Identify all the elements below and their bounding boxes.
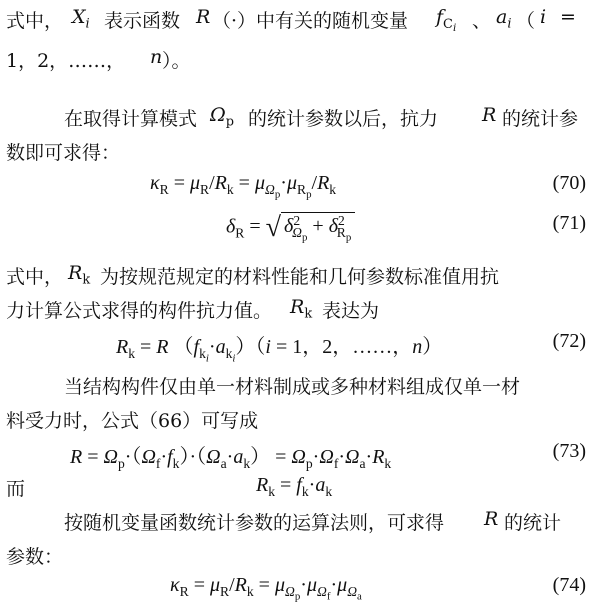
text-guifan: 为按规范规定的材料性能和几何参数标准值用抗 [100, 266, 500, 288]
text-fanfa: 按随机变量函数统计参数的运算法则，可求得 [64, 512, 445, 534]
text-shuji: 数即可求得： [6, 142, 121, 164]
text-tongji: 的统计参 [502, 108, 579, 130]
text-close: ）。 [162, 50, 191, 72]
text-biaoshi: 表示函数 [104, 10, 181, 32]
text-er: 而 [6, 478, 26, 500]
text-qude: 在取得计算模式 [64, 108, 198, 130]
equation-74: $\kappa_R = \mu_R/R_k = \mu_{\Omega_p}\cdot\mu_{\Omega_f}\cdot\mu_{\Omega_a}$ [170, 574, 362, 602]
symbol-r2: R [482, 104, 497, 126]
symbol-rk: $R_k$ [68, 262, 91, 288]
equation-71: $\delta_R$ = √ $\delta^2_{\Omega_p} + \delta^2_{R_p}$ [226, 212, 355, 244]
text-shouli: 料受力时，公式（66）可写成 [6, 410, 259, 432]
text-shizhong-2: 式中， [6, 266, 64, 288]
text-canshu: 参数： [6, 546, 64, 568]
text-dun: 、 [472, 10, 492, 32]
symbol-xi: $X_i$ [72, 6, 90, 32]
text-random-var: （·）中有关的随机变量 [212, 10, 409, 32]
text-shizhong: 式中， [6, 10, 64, 32]
equation-72: $R_k = R$ $(f_{k_i}\cdot a_{k_i})(i = 1$，2，……，n） [116, 336, 443, 364]
equation-73: $R = \Omega_p\cdot(\Omega_f\cdot f_k)\cdot(\Omega_a\cdot a_k) = \Omega_p\cdot\Omega_f\cdot\Omega_a\cdot R_k$ [70, 446, 392, 471]
symbol-rk-2: $R_k$ [290, 296, 313, 322]
text-params: 的统计参数以后，抗力 [248, 108, 439, 130]
equation-number-73: (73) [552, 440, 586, 462]
text-paren: （ [516, 10, 536, 32]
symbol-fc: $f_{C_i}$ [436, 6, 457, 34]
equation-rk-definition: $R_k = f_k\cdot a_k$ [256, 474, 333, 499]
symbol-r3: R [484, 508, 499, 530]
equation-number-70: (70) [552, 172, 586, 194]
equation-70: $\kappa_R = \mu_R/R_k = \mu_{\Omega_p}\cdot\mu_{R_p}/R_k$ [150, 172, 337, 200]
symbol-i: i [540, 6, 547, 28]
symbol-ai: $a_i$ [496, 6, 512, 32]
symbol-r: R [196, 6, 211, 28]
equation-number-72: (72) [552, 330, 586, 352]
equation-number-74: (74) [552, 574, 586, 596]
text-danyi: 当结构构件仅由单一材料制成或多种材料组成仅单一材 [64, 376, 521, 398]
symbol-omega-p: $\Omega_p$ [210, 104, 235, 130]
text-tongji-2: 的统计 [504, 512, 562, 534]
text-eq: = [560, 6, 576, 28]
text-biaodawei: 表达为 [322, 300, 380, 322]
text-range: 1，2，……， [6, 50, 126, 72]
equation-number-71: (71) [552, 212, 586, 234]
symbol-n: n [150, 46, 163, 68]
text-kangli: 力计算公式求得的构件抗力值。 [6, 300, 273, 322]
